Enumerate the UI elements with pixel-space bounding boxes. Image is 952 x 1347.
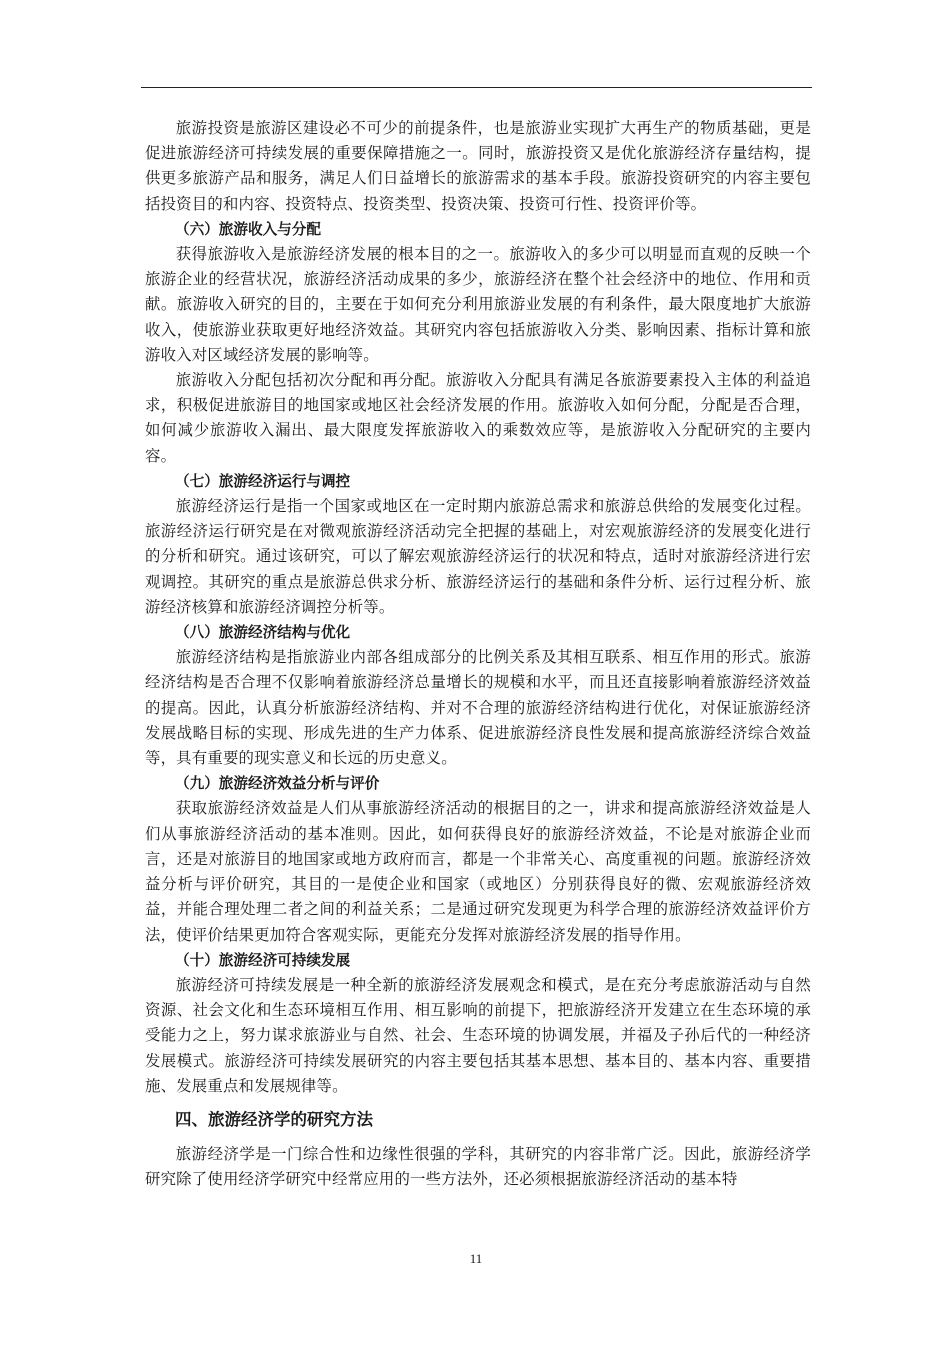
section-heading-10: （十）旅游经济可持续发展 [175,951,351,969]
paragraph-economic-benefit: 获取旅游经济效益是人们从事旅游经济活动的根据目的之一，讲求和提高旅游经济效益是人们从事旅游经济活动的基本准则。因此，如何获得良好的旅游经济效益，不论是对旅游企业而言，还是对旅游目的地国家或地方政府而言，都是一个非常关心、高度重视的问题。旅游经济效益分析与评价研究，其目的一是使企业和国家（或地区）分别获得良好的微、宏观旅游经济效益，并能合理处理二者之间的利益关系；二是通过研究发现更为科学合理的旅游经济效益评价方法，使评价结果更加符合客观实际，更能充分发挥对旅游经济发展的指导作用。 [145,799,811,944]
paragraph-economic-operation: 旅游经济运行是指一个国家或地区在一定时期内旅游总需求和旅游总供给的发展变化过程。旅游经济运行研究是在对微观旅游经济活动完全把握的基础上，对宏观旅游经济的发展变化进行的分析和研究。通过该研究，可以了解宏观旅游经济运行的状况和特点，适时对旅游经济进行宏观调控。其研究的重点是旅游总供求分析、旅游经济运行的基础和条件分析、运行过程分析、旅游经济核算和旅游经济调控分析等。 [145,497,811,616]
section-heading-7: （七）旅游经济运行与调控 [175,472,351,490]
section-heading-9: （九）旅游经济效益分析与评价 [175,775,380,793]
paragraph-income-distribution: 旅游收入分配包括初次分配和再分配。旅游收入分配具有满足各旅游要素投入主体的利益追求，积极促进旅游目的地国家或地区社会经济发展的作用。旅游收入如何分配，分配是否合理，如何减少旅游收入漏出、最大限度发挥旅游收入的乘数效应等，是旅游收入分配研究的主要内容。 [145,371,811,465]
page-number: 11 [469,1251,483,1266]
paragraph-tourism-investment: 旅游投资是旅游区建设必不可少的前提条件，也是旅游业实现扩大再生产的物质基础，更是促进旅游经济可持续发展的重要保障措施之一。同时，旅游投资又是优化旅游经济存量结构，提供更多旅游产品和服务，满足人们日益增长的旅游需求的基本手段。旅游投资研究的内容主要包括投资目的和内容、投资特点、投资类型、投资决策、投资可行性、投资评价等。 [145,119,811,213]
paragraph-sustainable-development: 旅游经济可持续发展是一种全新的旅游经济发展观念和模式，是在充分考虑旅游活动与自然资源、社会文化和生态环境相互作用、相互影响的前提下，把旅游经济开发建立在生态环境的承受能力之上，努力谋求旅游业与自然、社会、生态环境的协调发展，并福及子孙后代的一种经济发展模式。旅游经济可持续发展研究的内容主要包括其基本思想、基本目的、基本内容、重要措施、发展重点和发展规律等。 [145,975,811,1095]
header-rule [141,87,812,88]
paragraph-tourism-income: 获得旅游收入是旅游经济发展的根本目的之一。旅游收入的多少可以明显而直观的反映一个旅游企业的经营状况，旅游经济活动成果的多少，旅游经济在整个社会经济中的地位、作用和贡献。旅游收入研究的目的，主要在于如何充分利用旅游业发展的有利条件，最大限度地扩大旅游收入，使旅游业获取更好地经济效益。其研究内容包括旅游收入分类、影响因素、指标计算和旅游收入对区域经济发展的影响等。 [145,245,811,364]
document-body [145,116,811,1192]
paragraph-research-methods: 旅游经济学是一门综合性和边缘性很强的学科，其研究的内容非常广泛。因此，旅游经济学研究除了使用经济学研究中经常应用的一些方法外，还必须根据旅游经济活动的基本特 [145,1144,811,1189]
chapter-heading-research-methods: 四、旅游经济学的研究方法 [175,1109,373,1129]
paragraph-economic-structure: 旅游经济结构是指旅游业内部各组成部分的比例关系及其相互联系、相互作用的形式。旅游经济结构是否合理不仅影响着旅游经济总量增长的规模和水平，而且还直接影响着旅游经济效益的提高。因此，认真分析旅游经济结构、并对不合理的旅游经济结构进行优化，对保证旅游经济发展战略目标的实现、形成先进的生产力体系、促进旅游经济良性发展和提高旅游经济综合效益等，具有重要的现实意义和长远的历史意义。 [145,648,811,768]
section-heading-8: （八）旅游经济结构与优化 [175,624,351,642]
section-heading-6: （六）旅游收入与分配 [175,220,321,238]
